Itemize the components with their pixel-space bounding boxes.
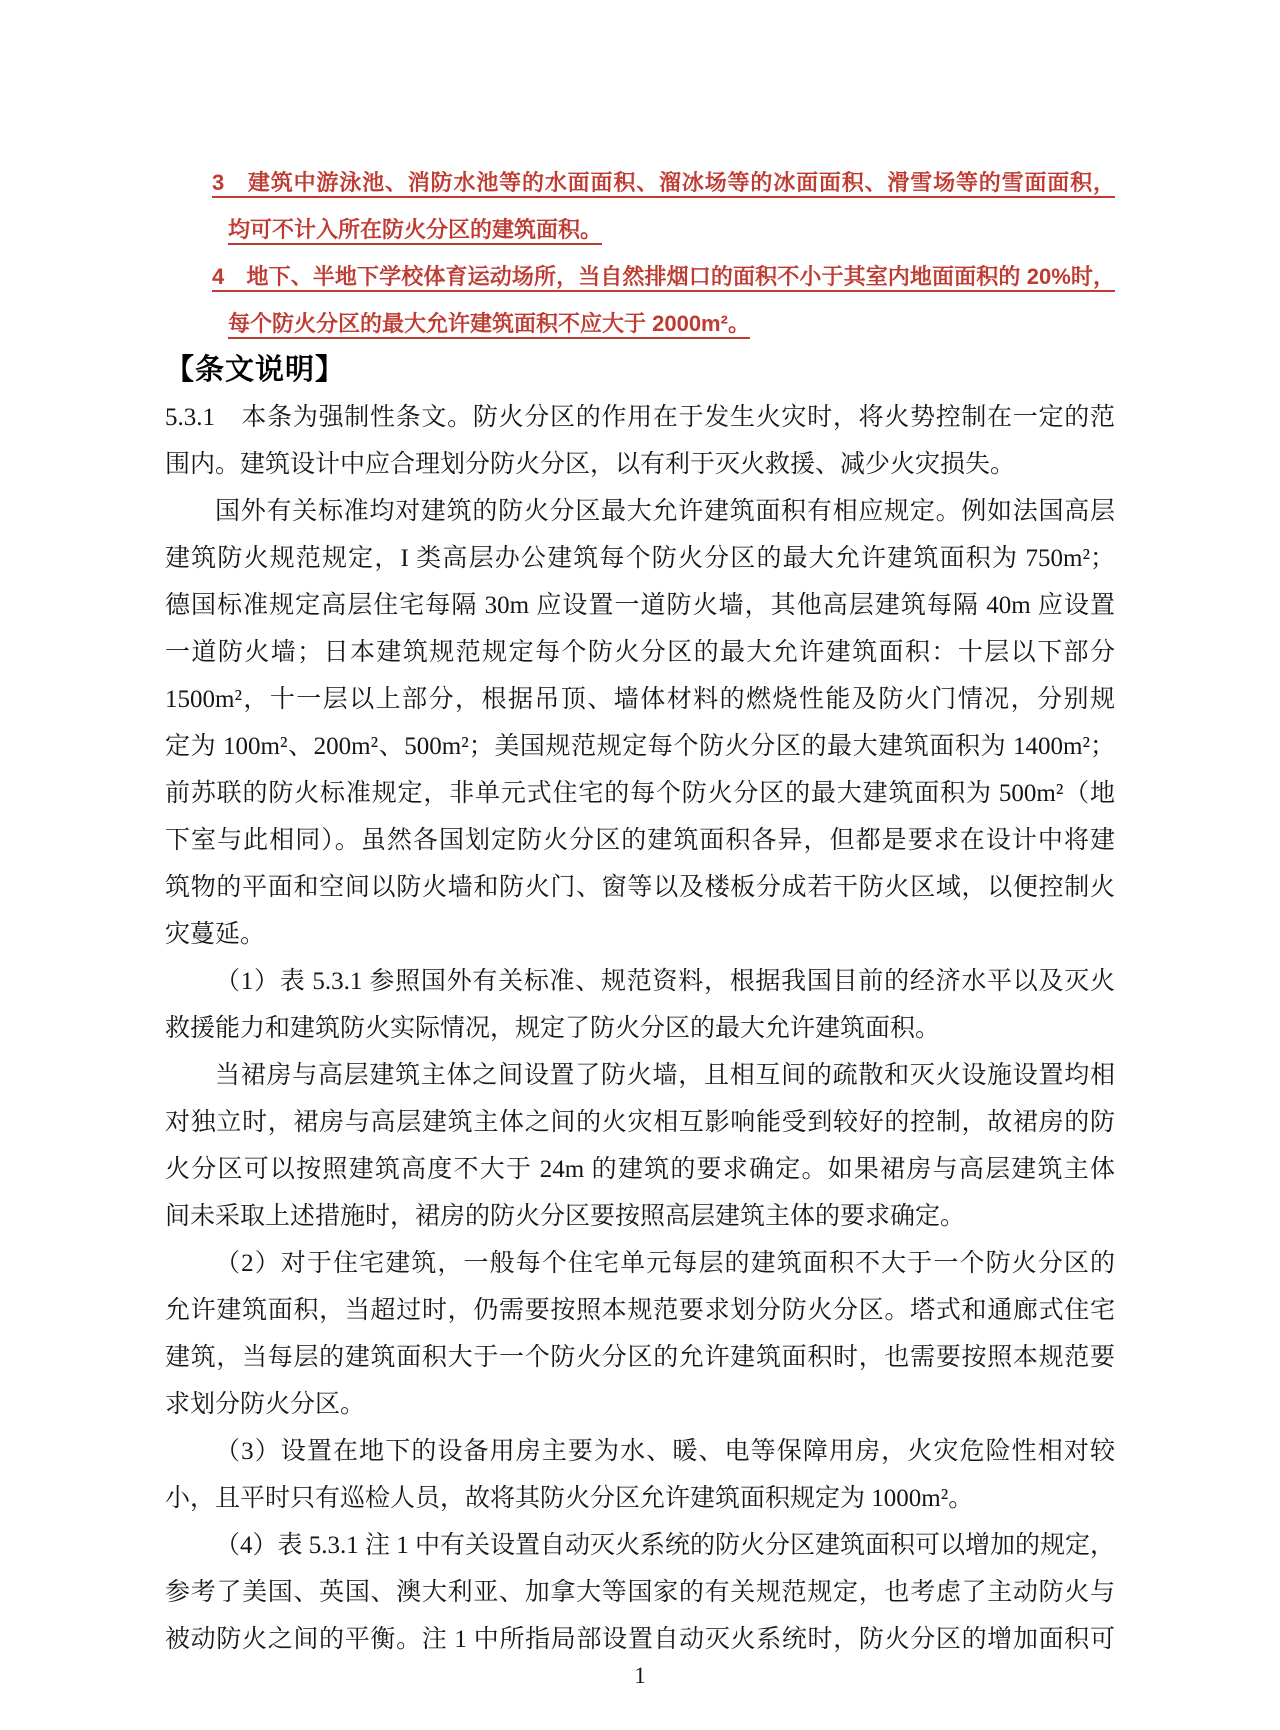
revision-item-3-line-2: 均可不计入所在防火分区的建筑面积。: [228, 217, 603, 242]
paragraph-line: （4）表 5.3.1 注 1 中有关设置自动灭火系统的防火分区建筑面积可以增加的规定，: [215, 1532, 1116, 1559]
paragraph-line: 定为 100m²、200m²、500m²；美国规范规定每个防火分区的最大建筑面积为 1400m²；: [165, 733, 1115, 760]
paragraph-line: 小，且平时只有巡检人员，故将其防火分区允许建筑面积规定为 1000m²。: [165, 1485, 974, 1512]
paragraph-line: 当裙房与高层建筑主体之间设置了防火墙，且相互间的疏散和灭火设施设置均相: [215, 1062, 1115, 1089]
paragraph-5-3-1: [165, 394, 1115, 488]
paragraph-line: 一道防火墙；日本建筑规范规定每个防火分区的最大允许建筑面积：十层以下部分: [165, 639, 1115, 666]
paragraph-line: 灾蔓延。: [165, 921, 266, 948]
paragraph-line: 1500m²，十一层以上部分，根据吊顶、墙体材料的燃烧性能及防火门情况，分别规: [165, 686, 1115, 713]
paragraph-line: 国外有关标准均对建筑的防火分区最大允许建筑面积有相应规定。例如法国高层: [215, 498, 1115, 525]
revision-item-3: [165, 159, 1115, 253]
paragraph-line: 求划分防火分区。: [165, 1391, 366, 1418]
paragraph-line: （2）对于住宅建筑，一般每个住宅单元每层的建筑面积不大于一个防火分区的: [215, 1250, 1115, 1277]
paragraph-line: 被动防火之间的平衡。注 1 中所指局部设置自动灭火系统时，防火分区的增加面积可: [165, 1626, 1115, 1653]
paragraph-foreign-standards: [165, 488, 1115, 958]
paragraph-line: 建筑，当每层的建筑面积大于一个防火分区的允许建筑面积时，也需要按照本规范要: [165, 1344, 1115, 1371]
revision-item-3-line-1: 3 建筑中游泳池、消防水池等的水面面积、溜冰场等的冰面面积、滑雪场等的雪面面积，: [212, 170, 1115, 195]
paragraph-podium: [165, 1052, 1115, 1240]
revision-item-4-line-1: 4 地下、半地下学校体育运动场所，当自然排烟口的面积不小于其室内地面面积的 20%时，: [212, 264, 1115, 289]
page-content: [165, 159, 1115, 1663]
section-heading: 【条文说明】: [165, 354, 346, 386]
paragraph-note-1: [165, 958, 1115, 1052]
paragraph-line: 德国标准规定高层住宅每隔 30m 应设置一道防火墙，其他高层建筑每隔 40m 应设置: [165, 592, 1115, 619]
paragraph-line: 筑物的平面和空间以防火墙和防火门、窗等以及楼板分成若干防火区域，以便控制火: [165, 874, 1115, 901]
paragraph-line: 下室与此相同）。虽然各国划定防火分区的建筑面积各异，但都是要求在设计中将建: [165, 827, 1115, 854]
page-number: 1: [634, 1663, 646, 1688]
paragraph-line: 对独立时，裙房与高层建筑主体之间的火灾相互影响能受到较好的控制，故裙房的防: [165, 1109, 1115, 1136]
paragraph-line: 救援能力和建筑防火实际情况，规定了防火分区的最大允许建筑面积。: [165, 1015, 941, 1042]
paragraph-line: 允许建筑面积，当超过时，仍需要按照本规范要求划分防火分区。塔式和通廊式住宅: [165, 1297, 1115, 1324]
revision-item-4-line-2: 每个防火分区的最大允许建筑面积不应大于 2000m²。: [228, 311, 750, 336]
paragraph-line: 参考了美国、英国、澳大利亚、加拿大等国家的有关规范规定，也考虑了主动防火与: [165, 1579, 1115, 1606]
paragraph-sprinkler-increase: [165, 1522, 1115, 1663]
paragraph-line: （1）表 5.3.1 参照国外有关标准、规范资料，根据我国目前的经济水平以及灭火: [215, 968, 1115, 995]
paragraph-underground-equipment: [165, 1428, 1115, 1522]
revision-item-4: [165, 253, 1115, 347]
paragraph-line: 建筑防火规范规定，I 类高层办公建筑每个防火分区的最大允许建筑面积为 750m²；: [165, 545, 1115, 572]
paragraph-line: 围内。建筑设计中应合理划分防火分区，以有利于灭火救援、减少火灾损失。: [165, 451, 1016, 478]
paragraph-line: 前苏联的防火标准规定，非单元式住宅的每个防火分区的最大建筑面积为 500m²（地: [165, 780, 1115, 807]
paragraph-line: 5.3.1 本条为强制性条文。防火分区的作用在于发生火灾时，将火势控制在一定的范: [165, 404, 1115, 431]
paragraph-line: 火分区可以按照建筑高度不大于 24m 的建筑的要求确定。如果裙房与高层建筑主体: [165, 1156, 1115, 1183]
paragraph-line: 间未采取上述措施时，裙房的防火分区要按照高层建筑主体的要求确定。: [165, 1203, 966, 1230]
paragraph-line: （3）设置在地下的设备用房主要为水、暖、电等保障用房，火灾危险性相对较: [215, 1438, 1115, 1465]
paragraph-residential: [165, 1240, 1115, 1428]
